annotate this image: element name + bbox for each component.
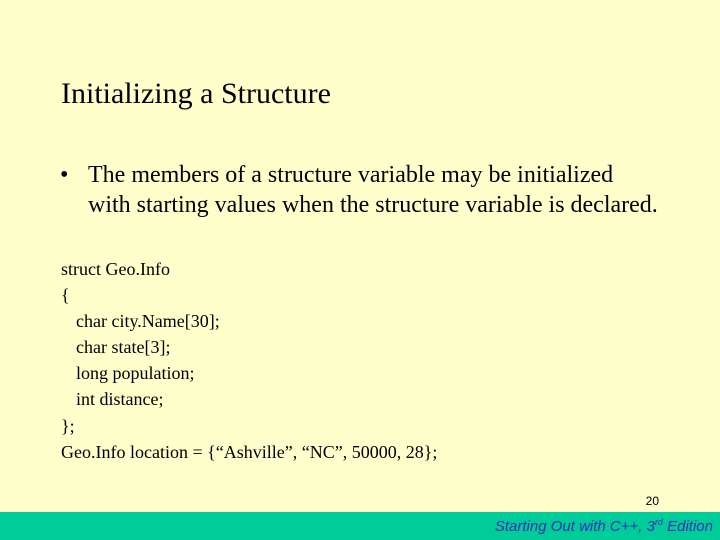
footer-bar [0,512,720,540]
footer-text-superscript: rd [654,517,663,527]
code-line: int distance; [76,389,164,410]
code-line: char state[3]; [76,337,171,358]
bullet-symbol: • [60,162,69,188]
code-block [61,256,437,465]
code-line: struct Geo.Info [61,259,170,279]
code-line: char city.Name[30]; [76,311,220,332]
code-line: }; [61,415,75,436]
bullet-text: The members of a structure variable may be initialized with starting values when the structure variable is declared. [88,162,658,218]
code-line: { [61,285,70,306]
page-number: 20 [645,494,659,508]
slide-title: Initializing a Structure [61,77,331,110]
bullet-item [60,161,660,220]
footer-text-main: Starting Out with C++, 3 [494,518,655,535]
code-line: Geo.Info location = {“Ashville”, “NC”, 50000, 28}; [61,441,438,462]
footer-text-edition: Edition [662,518,713,535]
code-line: long population; [76,363,195,384]
footer-book-title [495,518,713,535]
